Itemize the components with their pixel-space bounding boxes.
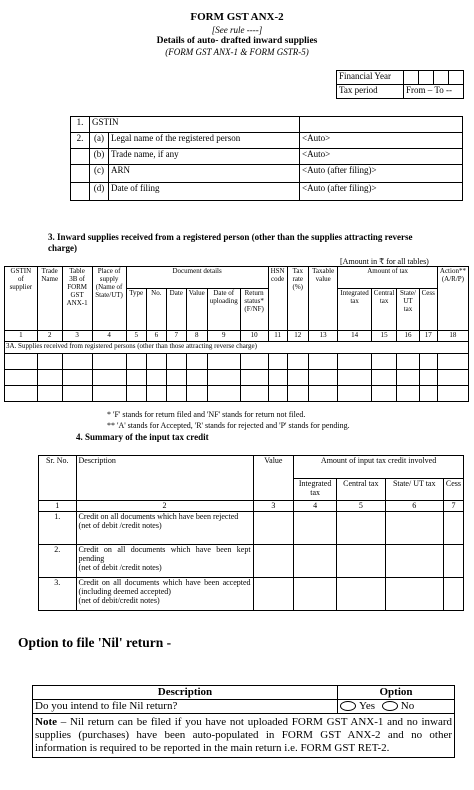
col-description: Description bbox=[33, 686, 338, 700]
tax-period-value[interactable]: From – To -- bbox=[404, 85, 464, 99]
arn-value: <Auto (after filing)> bbox=[300, 165, 463, 183]
form-subsubtitle: (FORM GST ANX-1 & FORM GSTR-5) bbox=[165, 47, 309, 57]
fy-cell[interactable] bbox=[404, 71, 419, 85]
filing-date-value: <Auto (after filing)> bbox=[300, 183, 463, 201]
col-taxable-value: Taxable value bbox=[308, 267, 337, 331]
row-desc-text: Credit on all documents which have been kept pending bbox=[78, 545, 251, 563]
col-number: 14 bbox=[338, 331, 371, 342]
col-itc-amount: Amount of input tax credit involved bbox=[294, 456, 464, 479]
fy-cell[interactable] bbox=[433, 71, 448, 85]
col-tax-integrated: Integrated tax bbox=[338, 289, 371, 331]
financial-year-label: Financial Year bbox=[337, 71, 404, 85]
table-row[interactable] bbox=[5, 370, 469, 386]
col-number: 11 bbox=[268, 331, 287, 342]
col-number: 8 bbox=[186, 331, 207, 342]
row-number bbox=[71, 183, 90, 201]
row-sub: (c) bbox=[90, 165, 109, 183]
col-tax-rate: Tax rate (%) bbox=[287, 267, 308, 331]
row-number bbox=[71, 149, 90, 165]
itc-summary-table bbox=[38, 455, 464, 611]
col-doc-upload: Date of uploading bbox=[207, 289, 240, 331]
col-number: 18 bbox=[437, 331, 468, 342]
row-sub: (d) bbox=[90, 183, 109, 201]
col-number: 2 bbox=[37, 331, 62, 342]
col-trade-name: Trade Name bbox=[37, 267, 62, 331]
col-integrated: Integrated tax bbox=[294, 479, 337, 501]
col-number: 12 bbox=[287, 331, 308, 342]
footnote-action: ** 'A' stands for Accepted, 'R' stands for rejected and 'P' stands for pending. bbox=[107, 421, 350, 430]
no-label: No bbox=[400, 700, 415, 712]
col-number: 17 bbox=[419, 331, 437, 342]
row-description bbox=[76, 512, 253, 545]
form-subtitle: Details of auto- drafted inward supplies bbox=[156, 36, 318, 46]
row-number: 1. bbox=[71, 117, 90, 133]
row-desc-note: (net of debit /credit notes) bbox=[78, 563, 162, 572]
row-number: 1. bbox=[39, 512, 77, 545]
table-row[interactable] bbox=[5, 386, 469, 402]
row-sub: (b) bbox=[90, 149, 109, 165]
row-desc-note: (net of debit /credit notes) bbox=[78, 521, 162, 530]
col-number: 6 bbox=[385, 501, 443, 512]
row-number bbox=[71, 165, 90, 183]
row-desc-note: (net of debit/credit notes) bbox=[78, 596, 160, 605]
col-number: 5 bbox=[337, 501, 386, 512]
col-value: Value bbox=[253, 456, 294, 501]
col-doc-date: Date bbox=[166, 289, 186, 331]
column-numbers-row bbox=[5, 331, 469, 342]
fy-cell[interactable] bbox=[448, 71, 463, 85]
col-number: 1 bbox=[5, 331, 38, 342]
row-desc-text: Credit on all documents which have been rejected bbox=[78, 512, 239, 521]
col-number: 3 bbox=[62, 331, 92, 342]
row-number: 3. bbox=[39, 578, 77, 611]
gstin-table bbox=[70, 116, 463, 201]
arn-label: ARN bbox=[109, 165, 300, 183]
col-number: 13 bbox=[308, 331, 337, 342]
col-central: Central tax bbox=[337, 479, 386, 501]
gstin-value[interactable] bbox=[300, 117, 463, 133]
form-title: FORM GST ANX-2 bbox=[190, 11, 284, 23]
col-state: State/ UT tax bbox=[385, 479, 443, 501]
form-rule: [See rule ----] bbox=[211, 25, 263, 35]
col-doc-no: No. bbox=[146, 289, 166, 331]
row-number: 2. bbox=[71, 133, 90, 149]
col-number: 3 bbox=[253, 501, 294, 512]
legal-name-value: <Auto> bbox=[300, 133, 463, 149]
col-document-details: Document details bbox=[126, 267, 268, 289]
col-gstin: GSTIN of supplier bbox=[5, 267, 38, 331]
col-srno: Sr. No. bbox=[39, 456, 77, 501]
trade-name-value: <Auto> bbox=[300, 149, 463, 165]
inward-supplies-table bbox=[4, 266, 469, 402]
col-number: 10 bbox=[240, 331, 268, 342]
col-number: 7 bbox=[166, 331, 186, 342]
col-action: Action** (A/R/P) bbox=[437, 267, 468, 331]
col-option: Option bbox=[338, 686, 455, 700]
row-number: 2. bbox=[39, 545, 77, 578]
col-number: 5 bbox=[126, 331, 146, 342]
col-number: 9 bbox=[207, 331, 240, 342]
col-doc-type: Type bbox=[126, 289, 146, 331]
col-table3b: Table 3B of FORM GST ANX-1 bbox=[62, 267, 92, 331]
column-numbers-row bbox=[39, 501, 464, 512]
row-description bbox=[76, 578, 253, 611]
sub-heading-3a: 3A. Supplies received from registered persons (other than those attracting reverse charge) bbox=[5, 342, 469, 354]
col-tax-central: Central tax bbox=[371, 289, 397, 331]
section3-heading: 3. Inward supplies received from a registered person (other than the supplies attracting reverse charge) bbox=[48, 232, 413, 253]
tax-period-label: Tax period bbox=[337, 85, 404, 99]
period-box bbox=[336, 70, 464, 99]
nil-return-question: Do you intend to file Nil return? bbox=[33, 700, 338, 714]
col-number: 2 bbox=[76, 501, 253, 512]
note-text: – Nil return can be filed if you have not uploaded FORM GST ANX-1 and no inward supplies (purchases) have been auto-populated in FORM GST ANX-2 and no other information is required to be reported in the main return i.e. FORM GST RET-2. bbox=[35, 716, 452, 754]
col-number: 1 bbox=[39, 501, 77, 512]
amount-note: [Amount in ₹ for all tables) bbox=[340, 257, 429, 266]
col-doc-return: Return status* (F/NF) bbox=[240, 289, 268, 331]
col-number: 4 bbox=[294, 501, 337, 512]
col-hsn: HSN code bbox=[268, 267, 287, 331]
table-row[interactable] bbox=[39, 545, 464, 578]
col-place-of-supply: Place of supply (Name of State/UT) bbox=[92, 267, 126, 331]
col-number: 15 bbox=[371, 331, 397, 342]
fy-cell[interactable] bbox=[418, 71, 433, 85]
nil-return-options bbox=[338, 700, 455, 714]
row-sub: (a) bbox=[90, 133, 109, 149]
yes-radio[interactable] bbox=[340, 701, 356, 711]
footnote-return-status: * 'F' stands for return filed and 'NF' stands for return not filed. bbox=[107, 410, 306, 419]
col-number: 7 bbox=[443, 501, 463, 512]
row-desc-text: Credit on all documents which have been accepted (including deemed accepted) bbox=[78, 578, 251, 596]
legal-name-label: Legal name of the registered person bbox=[109, 133, 300, 149]
table-row[interactable] bbox=[39, 578, 464, 611]
col-description: Description bbox=[76, 456, 253, 501]
table-row[interactable] bbox=[5, 354, 469, 370]
nil-return-heading: Option to file 'Nil' return - bbox=[18, 635, 172, 650]
table-row[interactable] bbox=[39, 512, 464, 545]
nil-return-table bbox=[32, 685, 455, 758]
col-number: 16 bbox=[397, 331, 419, 342]
trade-name-label: Trade name, if any bbox=[109, 149, 300, 165]
gstin-label: GSTIN bbox=[90, 117, 300, 133]
col-cess: Cess bbox=[443, 479, 463, 501]
col-doc-value: Value bbox=[186, 289, 207, 331]
no-radio[interactable] bbox=[382, 701, 398, 711]
col-number: 6 bbox=[146, 331, 166, 342]
col-amount-of-tax: Amount of tax bbox=[338, 267, 437, 289]
note-label: Note bbox=[35, 716, 57, 728]
row-description bbox=[76, 545, 253, 578]
section4-heading: 4. Summary of the input tax credit bbox=[76, 432, 209, 442]
yes-label: Yes bbox=[359, 700, 376, 712]
col-number: 4 bbox=[92, 331, 126, 342]
col-tax-cess: Cess bbox=[419, 289, 437, 331]
nil-return-note bbox=[33, 714, 455, 758]
col-tax-state: State/ UT tax bbox=[397, 289, 419, 331]
filing-date-label: Date of filing bbox=[109, 183, 300, 201]
